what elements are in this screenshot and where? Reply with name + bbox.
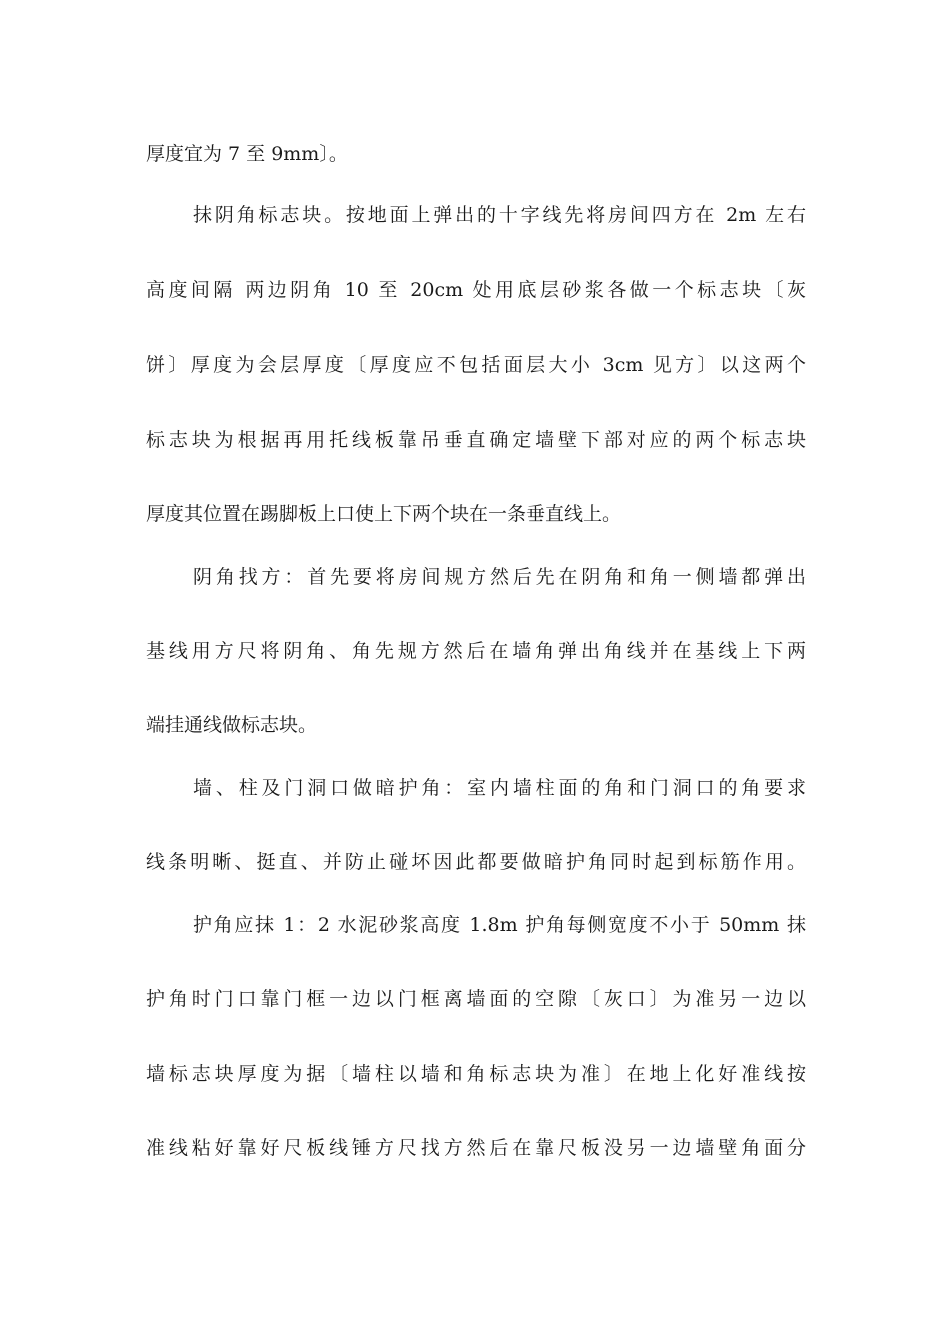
text-line-2: 抹阴角标志块。按地面上弹出的十字线先将房间四方在 2m 左右 [193,204,806,226]
text-line-6: 厚度其位置在踢脚板上口使上下两个块在一条垂直线上。 [146,503,622,525]
text-line-3: 高度间隔 两边阴角 10 至 20cm 处用底层砂浆各做一个标志块〔灰 [146,279,806,301]
text-line-5: 标志块为根据再用托线板靠吊垂直确定墙壁下部对应的两个标志块 [146,429,806,451]
text-line-13: 护角时门口靠门框一边以门框离墙面的空隙〔灰口〕为准另一边以 [146,988,806,1010]
text-line-12: 护角应抹 1：2 水泥砂浆高度 1.8m 护角每侧宽度不小于 50mm 抹 [193,914,806,936]
text-line-4: 饼〕厚度为会层厚度〔厚度应不包括面层大小 3cm 见方〕以这两个 [146,354,806,376]
text-line-7: 阴角找方：首先要将房间规方然后先在阴角和角一侧墙都弹出 [193,566,806,588]
text-line-1: 厚度宜为 7 至 9mm〕。 [146,143,348,165]
text-line-15: 准线粘好靠好尺板线锤方尺找方然后在靠尺板没另一边墙壁角面分 [146,1137,806,1159]
text-line-8: 基线用方尺将阴角、角先规方然后在墙角弹出角线并在基线上下两 [146,640,806,662]
text-line-11: 线条明晰、挺直、并防止碰坏因此都要做暗护角同时起到标筋作用。 [146,851,806,873]
text-line-10: 墙、柱及门洞口做暗护角：室内墙柱面的角和门洞口的角要求 [193,777,806,799]
text-line-14: 墙标志块厚度为据〔墙柱以墙和角标志块为准〕在地上化好准线按 [146,1063,806,1085]
text-line-9: 端挂通线做标志块。 [146,714,318,736]
